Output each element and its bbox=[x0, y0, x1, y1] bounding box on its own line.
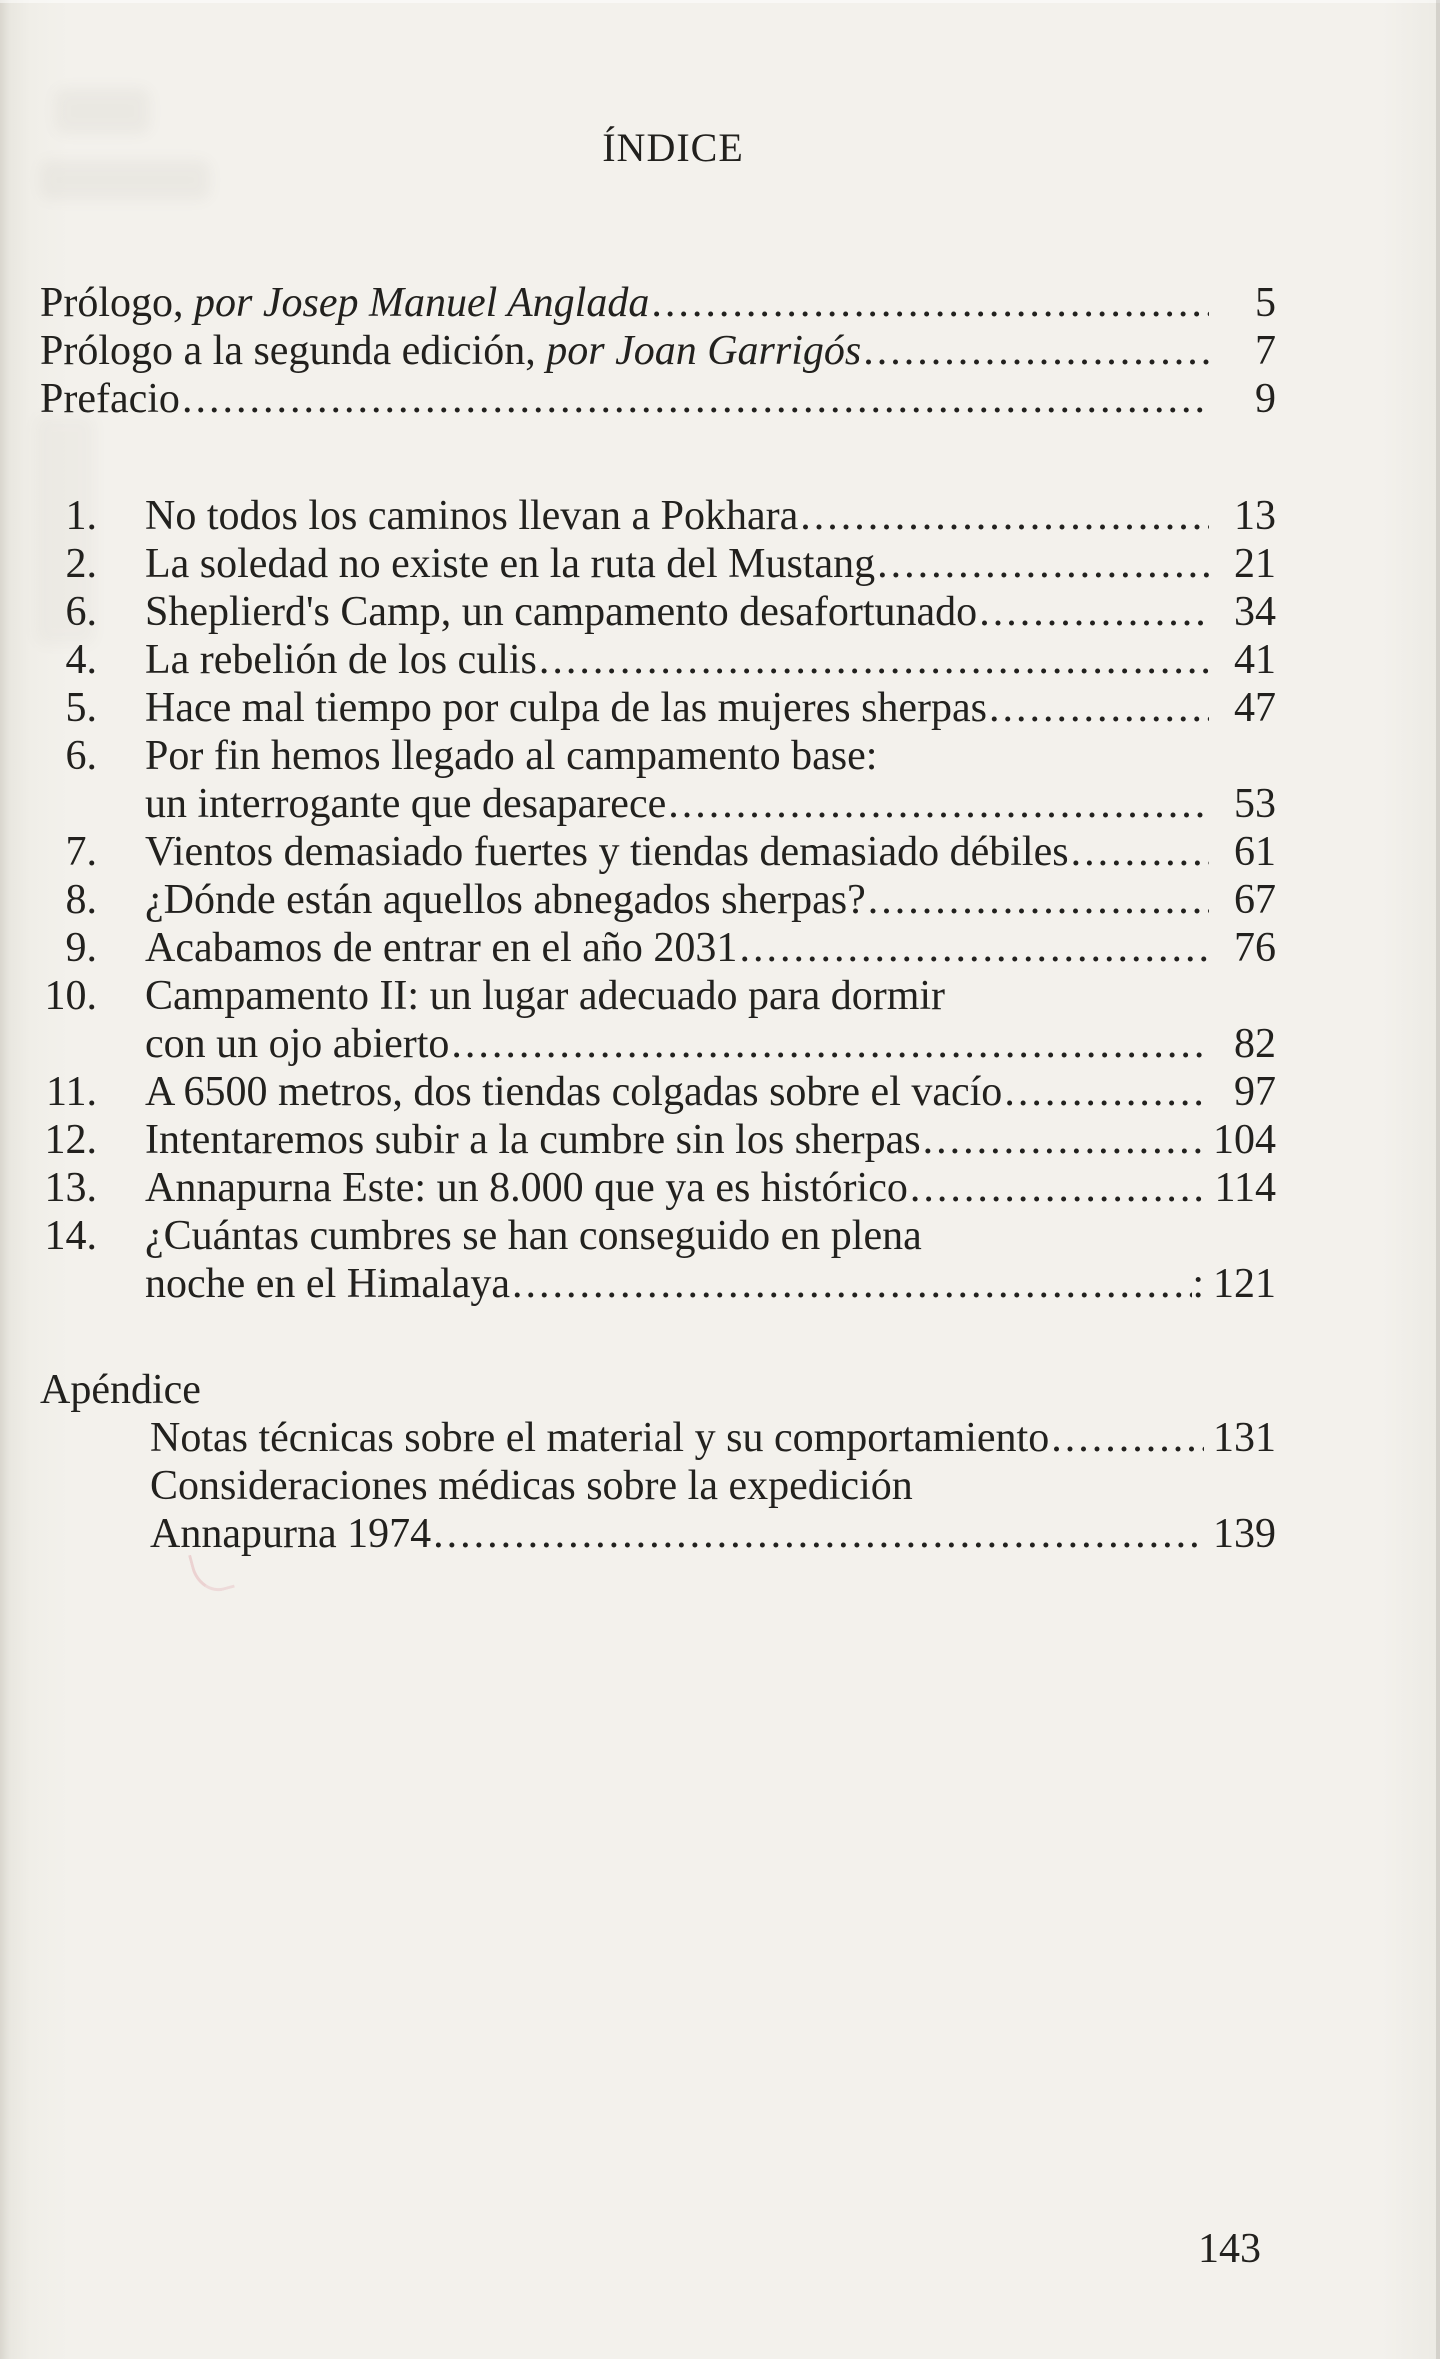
toc-row bbox=[40, 924, 1276, 972]
dot-leader bbox=[1071, 828, 1209, 876]
entry-title-text: ¿Dónde están aquellos abnegados sherpas? bbox=[145, 877, 866, 923]
dot-leader bbox=[539, 636, 1209, 684]
entry-title-text: Vientos demasiado fuertes y tiendas demasiado débiles bbox=[145, 829, 1069, 875]
entry-title-text: Intentaremos subir a la cumbre sin los sherpas bbox=[145, 1117, 921, 1163]
toc-row bbox=[40, 588, 1276, 636]
entry-page-number: 7 bbox=[1255, 328, 1276, 374]
entry-title-text: un interrogante que desaparece bbox=[145, 781, 667, 827]
entry-page-number: 121 bbox=[1213, 1261, 1276, 1307]
entry-page-number: 53 bbox=[1234, 781, 1276, 827]
entry-title-text: No todos los caminos llevan a Pokhara bbox=[145, 493, 799, 539]
entry-title-text: Annapurna Este: un 8.000 que ya es histórico bbox=[145, 1165, 908, 1211]
chapter-number: 6. bbox=[65, 589, 97, 635]
entry-title-text: Hace mal tiempo por culpa de las mujeres sherpas bbox=[145, 685, 988, 731]
toc-row bbox=[40, 327, 1276, 375]
entry-title bbox=[145, 780, 666, 828]
entry-title bbox=[145, 1068, 1002, 1116]
entry-page-number: 21 bbox=[1234, 541, 1276, 587]
chapter-number: 6. bbox=[65, 733, 97, 779]
entry-title bbox=[150, 1414, 1049, 1462]
toc-row bbox=[40, 375, 1276, 423]
appendix-section bbox=[40, 1366, 1276, 1558]
dot-leader bbox=[512, 1260, 1192, 1308]
entry-title bbox=[40, 327, 861, 375]
page-folio: 143 bbox=[1198, 2226, 1261, 2272]
entry-title-text: Acabamos de entrar en el año 2031 bbox=[145, 925, 738, 971]
entry-page-number: 47 bbox=[1234, 685, 1276, 731]
entry-page-number: 67 bbox=[1234, 877, 1276, 923]
entry-page-number: 97 bbox=[1234, 1069, 1276, 1115]
entry-title bbox=[145, 1164, 908, 1212]
toc-row bbox=[40, 1462, 1276, 1510]
dot-leader bbox=[923, 1116, 1204, 1164]
chapter-number: 10. bbox=[44, 973, 97, 1019]
entry-title bbox=[150, 1462, 913, 1510]
dot-leader bbox=[668, 780, 1209, 828]
entry-title-italic: por Joan Garrigós bbox=[546, 328, 862, 374]
entry-page-number: 41 bbox=[1234, 637, 1276, 683]
entry-title-italic: por Josep Manuel Anglada bbox=[194, 280, 650, 326]
entry-title bbox=[145, 540, 875, 588]
toc-row bbox=[40, 1510, 1276, 1558]
appendix-heading-row bbox=[40, 1366, 1276, 1414]
leader-suffix: : bbox=[1192, 1261, 1204, 1307]
chapter-list bbox=[40, 492, 1276, 1308]
chapter-number: 14. bbox=[44, 1213, 97, 1259]
entry-title bbox=[145, 876, 866, 924]
entry-page-number: 76 bbox=[1234, 925, 1276, 971]
dot-leader bbox=[868, 876, 1209, 924]
entry-title bbox=[145, 924, 737, 972]
dot-leader bbox=[651, 279, 1209, 327]
entry-title bbox=[145, 1212, 922, 1260]
entry-title-text: Consideraciones médicas sobre la expedición bbox=[150, 1463, 913, 1509]
entry-title bbox=[40, 279, 649, 327]
entry-title bbox=[145, 492, 798, 540]
chapter-number: 2. bbox=[65, 541, 97, 587]
toc-row bbox=[40, 1164, 1276, 1212]
toc-row bbox=[40, 828, 1276, 876]
entry-title bbox=[145, 1116, 921, 1164]
entry-title-text: Por fin hemos llegado al campamento base: bbox=[145, 733, 878, 779]
entry-title-text: La soledad no existe en la ruta del Mustang bbox=[145, 541, 876, 587]
entry-title-text: Annapurna 1974 bbox=[150, 1511, 432, 1557]
chapter-number: 4. bbox=[65, 637, 97, 683]
entry-title-text: Sheplierd's Camp, un campamento desafortunado bbox=[145, 589, 978, 635]
entry-page-number: 104 bbox=[1213, 1117, 1276, 1163]
toc-row bbox=[40, 636, 1276, 684]
entry-title bbox=[145, 588, 977, 636]
front-matter-list bbox=[40, 279, 1276, 423]
toc-row bbox=[40, 1116, 1276, 1164]
chapter-number: 9. bbox=[65, 925, 97, 971]
entry-page-number: 131 bbox=[1213, 1415, 1276, 1461]
chapter-number: 8. bbox=[65, 877, 97, 923]
toc-row bbox=[40, 780, 1276, 828]
dot-leader bbox=[877, 540, 1209, 588]
dot-leader bbox=[1004, 1068, 1209, 1116]
entry-title bbox=[145, 684, 987, 732]
dot-leader bbox=[1051, 1414, 1204, 1462]
entry-page-number: 61 bbox=[1234, 829, 1276, 875]
toc-row bbox=[40, 684, 1276, 732]
toc-row bbox=[40, 972, 1276, 1020]
chapter-number: 5. bbox=[65, 685, 97, 731]
toc-row bbox=[40, 1020, 1276, 1068]
dot-leader bbox=[433, 1510, 1204, 1558]
entry-title bbox=[40, 375, 180, 423]
entry-title-text: Prólogo a la segunda edición, bbox=[40, 328, 547, 374]
entry-page-number: 139 bbox=[1213, 1511, 1276, 1557]
entry-title-text: con un ojo abierto bbox=[145, 1021, 450, 1067]
dot-leader bbox=[800, 492, 1209, 540]
toc-row bbox=[40, 1414, 1276, 1462]
toc-row bbox=[40, 540, 1276, 588]
chapter-number: 7. bbox=[65, 829, 97, 875]
dot-leader bbox=[863, 327, 1209, 375]
toc-row bbox=[40, 876, 1276, 924]
entry-title bbox=[150, 1510, 431, 1558]
entry-page-number: 5 bbox=[1255, 280, 1276, 326]
entry-page-number: 13 bbox=[1234, 493, 1276, 539]
entry-title-text: A 6500 metros, dos tiendas colgadas sobre el vacío bbox=[145, 1069, 1003, 1115]
entry-title-text: Notas técnicas sobre el material y su comportamiento bbox=[150, 1415, 1050, 1461]
entry-title-text: Prólogo, bbox=[40, 280, 195, 326]
chapter-number: 11. bbox=[46, 1069, 97, 1115]
entry-title bbox=[145, 828, 1069, 876]
dot-leader bbox=[989, 684, 1209, 732]
entry-page-number: 82 bbox=[1234, 1021, 1276, 1067]
appendix-list bbox=[40, 1414, 1276, 1558]
entry-title-text: ¿Cuántas cumbres se han conseguido en plena bbox=[145, 1213, 922, 1259]
entry-page-number: 9 bbox=[1255, 376, 1276, 422]
appendix-heading: Apéndice bbox=[40, 1367, 201, 1413]
toc-row bbox=[40, 1068, 1276, 1116]
dot-leader bbox=[451, 1020, 1209, 1068]
chapter-number: 1. bbox=[65, 493, 97, 539]
chapter-number: 12. bbox=[44, 1117, 97, 1163]
entry-title bbox=[145, 972, 945, 1020]
toc-row bbox=[40, 1260, 1276, 1308]
entry-title-text: La rebelión de los culis bbox=[145, 637, 537, 683]
dot-leader bbox=[910, 1164, 1206, 1212]
entry-page-number: 114 bbox=[1214, 1165, 1276, 1211]
toc-row bbox=[40, 732, 1276, 780]
entry-title-text: Prefacio bbox=[40, 376, 180, 422]
dot-leader bbox=[739, 924, 1209, 972]
entry-title-text: noche en el Himalaya bbox=[145, 1261, 510, 1307]
entry-title bbox=[145, 1020, 449, 1068]
toc-row bbox=[40, 1212, 1276, 1260]
toc-row bbox=[40, 492, 1276, 540]
page-title: ÍNDICE bbox=[602, 125, 744, 170]
toc-row bbox=[40, 279, 1276, 327]
chapter-number: 13. bbox=[44, 1165, 97, 1211]
entry-title bbox=[145, 636, 537, 684]
entry-page-number: 34 bbox=[1234, 589, 1276, 635]
entry-title-text: Campamento II: un lugar adecuado para dormir bbox=[145, 973, 946, 1019]
entry-title bbox=[145, 732, 877, 780]
dot-leader bbox=[182, 375, 1209, 423]
entry-title bbox=[145, 1260, 510, 1308]
dot-leader bbox=[979, 588, 1209, 636]
